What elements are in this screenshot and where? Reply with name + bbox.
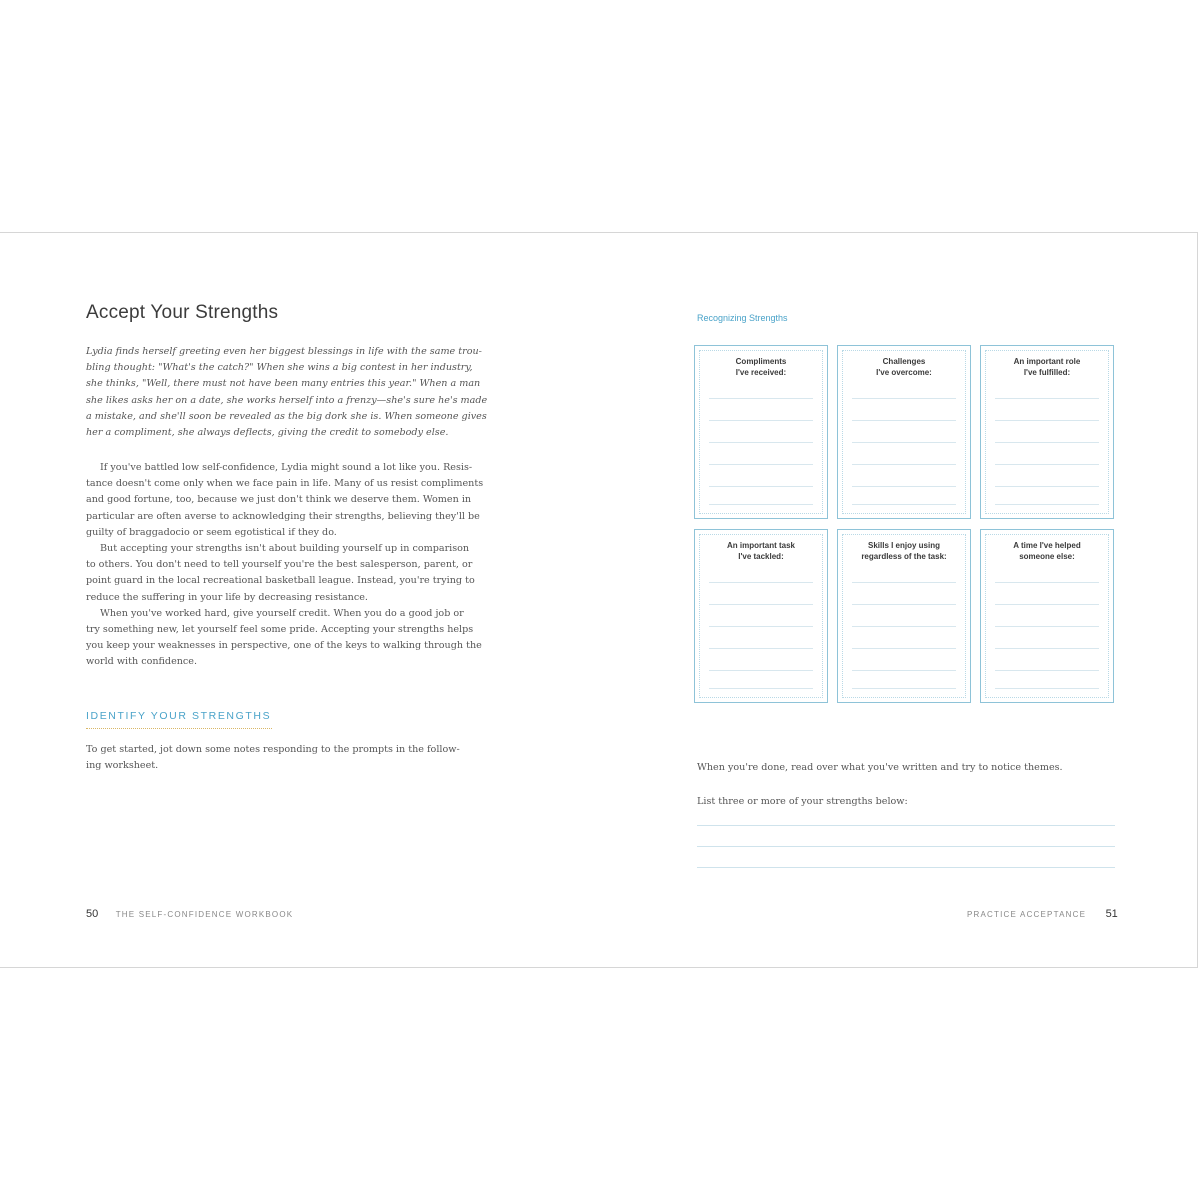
writing-line [852,398,956,399]
writing-line [852,486,956,487]
writing-line [852,626,956,627]
worksheet-box [694,529,828,703]
text-line: she thinks, "Well, there must not have been many entries this year." When a man [86,378,481,390]
box-label [989,540,1105,562]
writing-line [995,604,1099,605]
worksheet-box [694,345,828,519]
box-label [846,540,962,562]
text-line: world with confidence. [86,656,198,668]
writing-line [709,648,813,649]
writing-line [709,604,813,605]
box-label [989,356,1105,378]
writing-line [709,582,813,583]
text-line: ing worksheet. [86,760,159,772]
writing-line [709,442,813,443]
writing-line [709,398,813,399]
text-line: Lydia finds herself greeting even her biggest blessings in life with the same trou- [86,346,482,357]
after-worksheet-text: When you're done, read over what you've written and try to notice themes. [697,762,1063,773]
text-line: If you've battled low self-confidence, Lydia might sound a lot like you. Resis- [100,462,473,473]
writing-line [995,670,1099,671]
page-title: Accept Your Strengths [86,302,279,323]
writing-line [709,464,813,465]
box-label [703,540,819,562]
text-line: To get started, jot down some notes responding to the prompts in the follow- [86,744,460,755]
left-footer [86,908,293,920]
text-line: particular are often averse to acknowledging their strengths, believing they'll be [86,510,480,522]
running-title: PRACTICE ACCEPTANCE [967,910,1087,919]
writing-line [995,442,1099,443]
page-number: 51 [1105,908,1118,920]
worksheet-title: Recognizing Strengths [697,313,788,323]
writing-line [852,464,956,465]
section-paragraph [86,742,506,774]
writing-line [852,670,956,671]
list-prompt: List three or more of your strengths below: [697,796,908,807]
writing-line [995,398,1099,399]
writing-line [709,626,813,627]
strength-answer-line [697,867,1115,868]
worksheet-box [837,529,971,703]
box-label [846,356,962,378]
box-label-line: Skills I enjoy using [867,541,941,550]
strength-answer-line [697,825,1115,826]
writing-line [709,420,813,421]
writing-line [995,582,1099,583]
writing-line [995,688,1099,689]
intro-paragraph [86,344,506,441]
worksheet-box [837,345,971,519]
heading-divider [86,728,272,729]
box-label-line: I've tackled: [738,552,784,561]
text-line: bling thought: "What's the catch?" When she wins a big contest in her industry, [86,362,473,374]
text-line: a mistake, and she'll soon be revealed as the big dork she is. When someone gives [86,410,487,422]
text-line: When you've worked hard, give yourself credit. When you do a good job or [100,607,464,619]
writing-line [852,442,956,443]
writing-line [852,648,956,649]
box-label-line: I've fulfilled: [1023,368,1071,377]
writing-line [852,688,956,689]
right-footer [967,908,1118,920]
box-label-line: A time I've helped [1013,541,1081,550]
text-line: But accepting your strengths isn't about building yourself up in comparison [100,543,470,555]
worksheet-box [980,345,1114,519]
box-label-line: regardless of the task: [861,552,947,561]
writing-line [709,670,813,671]
text-line: she likes asks her on a date, she works herself into a frenzy—she's sure he's made [86,394,488,406]
writing-line [852,420,956,421]
writing-line [709,504,813,505]
text-line: tance doesn't come only when we face pain in life. Many of us resist compliments [86,478,484,490]
running-title: THE SELF-CONFIDENCE WORKBOOK [115,910,294,919]
writing-line [709,688,813,689]
worksheet-box [980,529,1114,703]
box-label-line: I've overcome: [876,368,932,377]
text-line: you keep your weaknesses in perspective, one of the keys to walking through the [86,640,482,652]
text-line: her a compliment, she always deflects, giving the credit to somebody else. [86,427,449,439]
section-heading: IDENTIFY YOUR STRENGTHS [86,710,272,722]
text-line: and good fortune, too, because we just don't think we deserve them. Women in [86,494,472,506]
writing-line [995,420,1099,421]
box-label [703,356,819,378]
box-label-line: An important role [1013,357,1081,366]
text-line: to others. You don't need to tell yourself you're the best salesperson, parent, or [86,559,473,571]
strength-answer-line [697,846,1115,847]
box-label-line: Challenges [882,357,926,366]
text-line: guilty of braggadocio or seem egotistical if they do. [86,526,337,538]
writing-line [995,626,1099,627]
box-label-line: someone else: [1019,552,1075,561]
writing-line [995,486,1099,487]
text-line: point guard in the local recreational basketball league. Instead, you're trying to [86,575,475,587]
text-line: reduce the suffering in your life by decreasing resistance. [86,591,368,603]
writing-line [852,604,956,605]
box-label-line: I've received: [735,368,787,377]
writing-line [995,504,1099,505]
writing-line [709,486,813,487]
box-label-line: An important task [726,541,795,550]
writing-line [852,582,956,583]
writing-line [852,504,956,505]
body-paragraph-1 [86,460,506,671]
page-number: 50 [86,908,99,920]
writing-line [995,648,1099,649]
box-label-line: Compliments [735,357,787,366]
text-line: try something new, let yourself feel some pride. Accepting your strengths helps [86,624,474,636]
writing-line [995,464,1099,465]
